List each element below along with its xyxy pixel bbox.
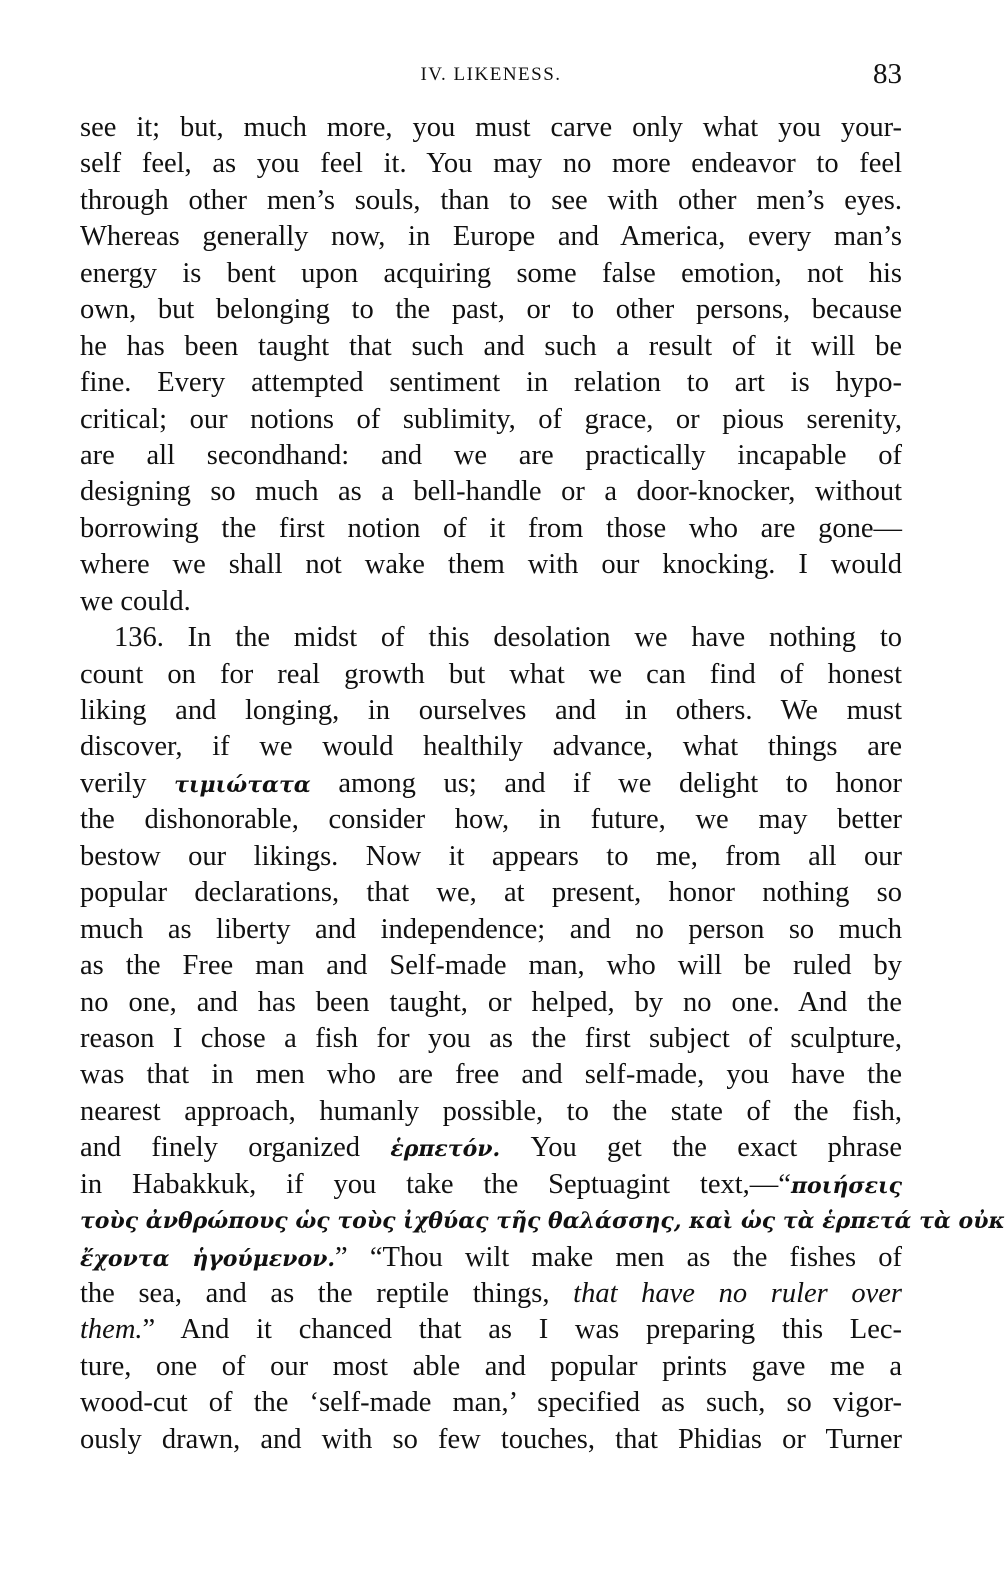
text-line: own, but belonging to the past, or to other persons, because <box>80 294 902 326</box>
text-fragment: verily <box>80 767 147 799</box>
running-head <box>80 58 902 98</box>
text-fragment: ” And it chanced that as I was preparing this Lec- <box>142 1314 902 1346</box>
text-line-with-greek <box>80 1167 902 1203</box>
text-line: much as liberty and independence; and no person so much <box>80 913 902 945</box>
text-line: energy is bent upon acquiring some false emotion, not his <box>80 257 902 289</box>
text-line: reason I chose a fish for you as the first subject of sculpture, <box>80 1022 902 1054</box>
text-line: see it; but, much more, you must carve only what you your- <box>80 112 902 143</box>
text-line-with-italic <box>80 1312 902 1348</box>
text-fragment: the sea, and as the reptile things, <box>80 1278 550 1309</box>
page-number: 83 <box>873 58 902 90</box>
text-line: bestow our likings. Now it appears to me, from all our <box>80 840 902 872</box>
text-line: are all secondhand: and we are practically incapable of <box>80 439 902 471</box>
greek-quotation-line: τοὺς ἀνθρώπους ὡς τοὺς ἰχθύας τῆς θαλάσσης, καὶ ὡς τὰ ἑρπετά τὰ οὐκ <box>80 1208 1005 1235</box>
text-line: ously drawn, and with so few touches, that Phidias or Turner <box>80 1423 902 1455</box>
text-line: we could. <box>80 585 191 617</box>
text-line: critical; our notions of sublimity, of grace, or pious serenity, <box>80 403 902 435</box>
text-line: discover, if we would healthily advance, what things are <box>80 731 902 763</box>
greek-word: ἑρπετόν. <box>390 1136 501 1163</box>
text-line-with-greek <box>80 1240 902 1276</box>
text-line: through other men’s souls, than to see with other men’s eyes. <box>80 184 902 216</box>
greek-word: τιμιώτατα <box>174 771 311 798</box>
text-line: popular declarations, that we, at present, honor nothing so <box>80 877 902 909</box>
text-fragment: and finely organized <box>80 1132 361 1164</box>
text-fragment: in Habakkuk, if you take the Septuagint text,—“ <box>80 1168 791 1200</box>
text-line: ture, one of our most able and popular prints gave me a <box>80 1350 902 1382</box>
text-line: as the Free man and Self-made man, who will be ruled by <box>80 950 902 982</box>
text-line: no one, and has been taught, or helped, by no one. And the <box>80 986 902 1018</box>
paragraph-136-start: 136. In the midst of this desolation we have nothing to <box>114 622 902 654</box>
text-line: borrowing the first notion of it from those who are gone— <box>80 512 902 544</box>
running-title: IV. LIKENESS. <box>420 64 562 85</box>
italic-text: that have no ruler over <box>573 1278 903 1309</box>
body-text <box>80 110 1005 1458</box>
greek-quotation: ἔχοντα ἡγούμενον. <box>80 1245 336 1272</box>
text-line: self feel, as you feel it. You may no more endeavor to feel <box>80 148 902 180</box>
text-fragment: ” “Thou wilt make men as the fishes of <box>335 1241 902 1273</box>
text-line: the dishonorable, consider how, in future, we may better <box>80 804 902 836</box>
text-line-with-greek <box>80 766 902 802</box>
greek-quotation: ποιήσεις <box>790 1172 902 1199</box>
text-line: Whereas generally now, in Europe and America, every man’s <box>80 221 902 253</box>
text-fragment: among us; and if we delight to honor <box>338 767 902 799</box>
text-line: wood-cut of the ‘self-made man,’ specified as such, so vigor- <box>80 1387 902 1419</box>
text-fragment: You get the exact phrase <box>530 1132 902 1164</box>
text-line: was that in men who are free and self-made, you have the <box>80 1059 902 1091</box>
text-line: he has been taught that such and such a result of it will be <box>80 330 902 362</box>
text-line: fine. Every attempted sentiment in relation to art is hypo- <box>80 367 902 399</box>
text-line: where we shall not wake them with our knocking. I would <box>80 549 902 581</box>
text-line: nearest approach, humanly possible, to the state of the fish, <box>80 1095 902 1127</box>
text-line: designing so much as a bell-handle or a door-knocker, without <box>80 476 902 508</box>
text-line-with-greek <box>80 1130 902 1166</box>
italic-text: them. <box>80 1314 143 1346</box>
text-line: count on for real growth but what we can find of honest <box>80 658 902 690</box>
text-line: liking and longing, in ourselves and in others. We must <box>80 695 902 726</box>
text-line-with-italic <box>80 1276 902 1312</box>
